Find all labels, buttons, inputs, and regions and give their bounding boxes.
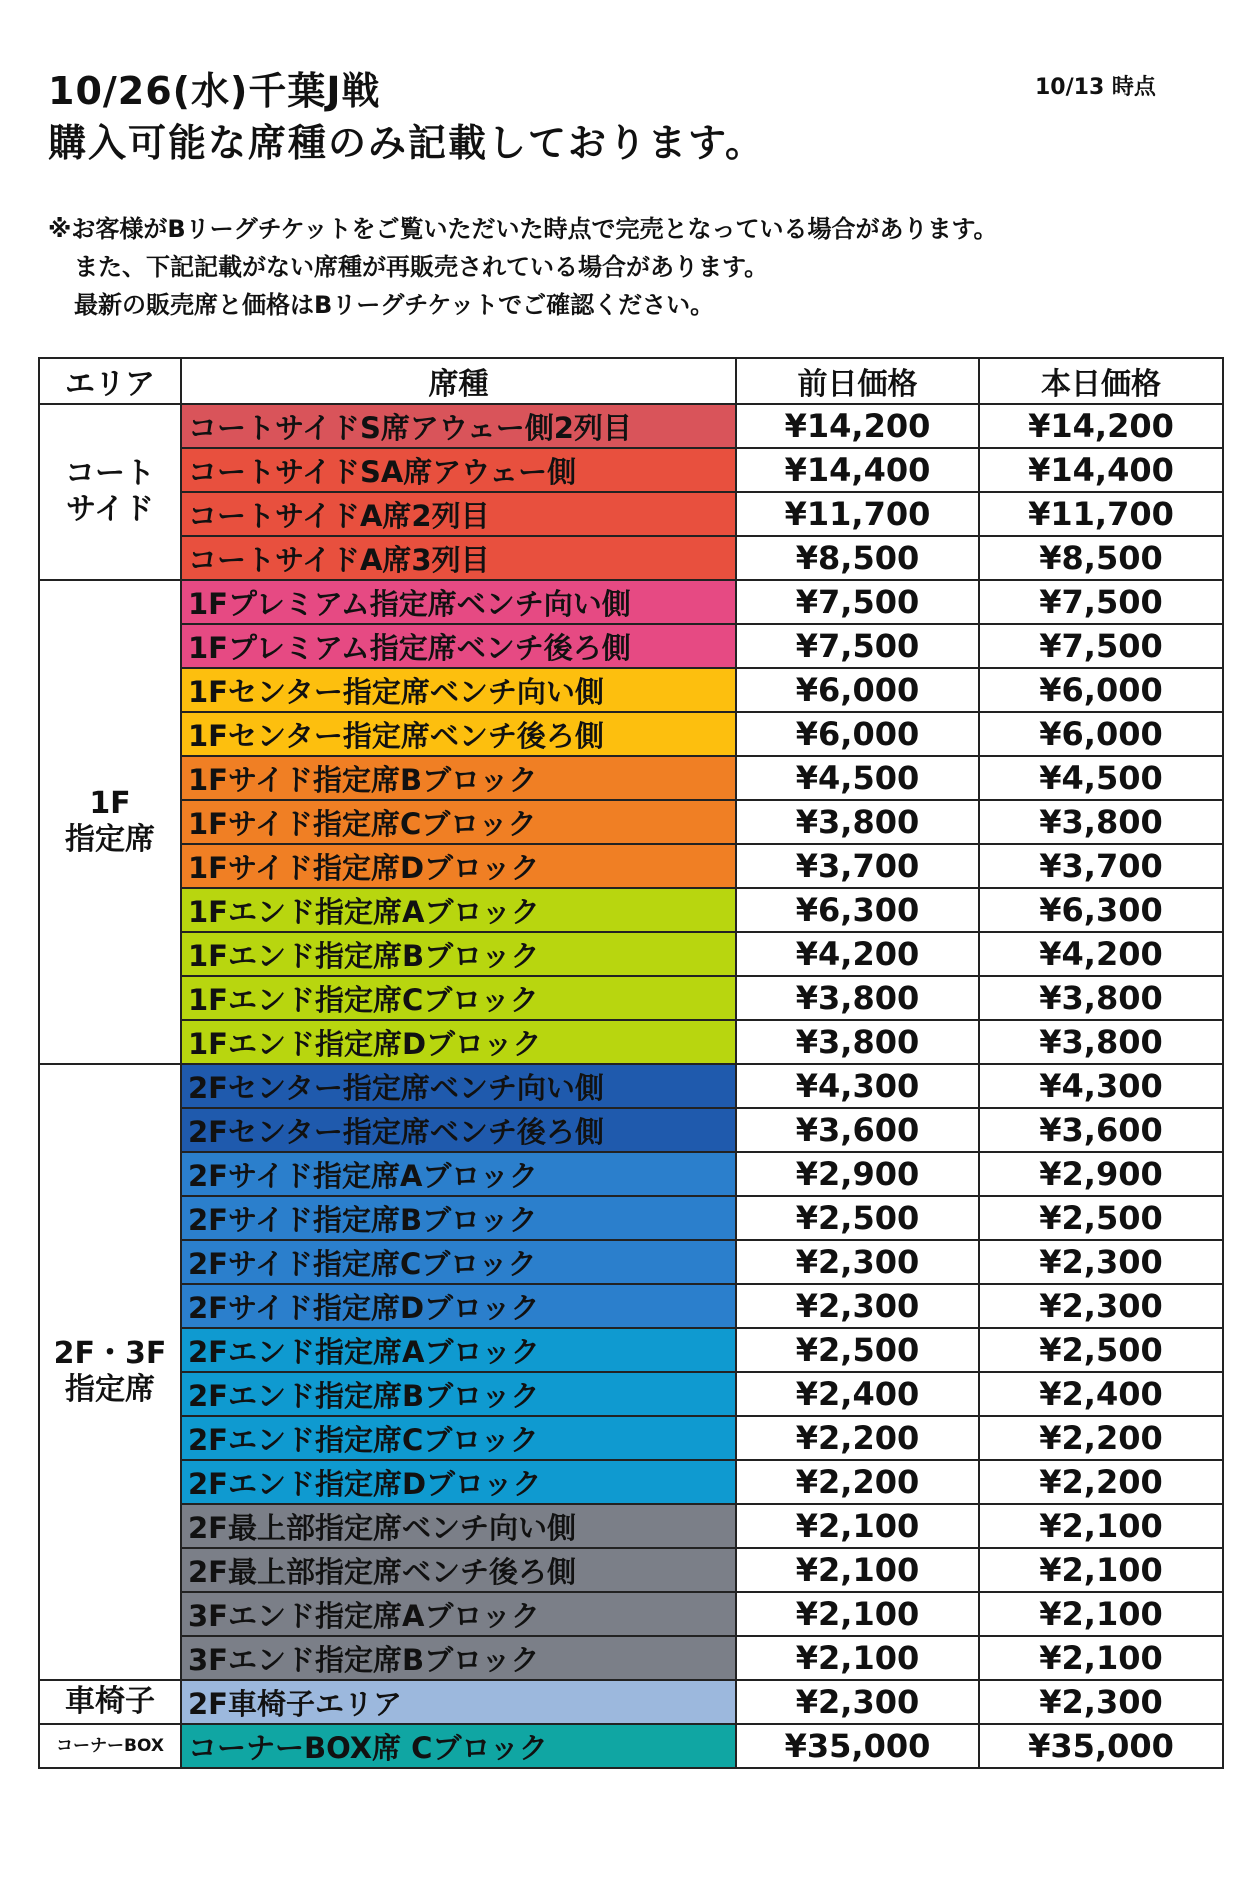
table-row [39, 668, 1223, 712]
seat-cell: 1Fプレミアム指定席ベンチ向い側 [181, 580, 736, 624]
today-price-cell: ¥2,100 [979, 1548, 1223, 1592]
today-price-cell: ¥35,000 [979, 1724, 1223, 1768]
area-cell: 1F 指定席 [39, 580, 181, 1064]
table-body [39, 404, 1223, 1768]
today-price-cell: ¥2,900 [979, 1152, 1223, 1196]
seat-cell: コートサイドA席3列目 [181, 536, 736, 580]
prev-price-cell: ¥6,300 [736, 888, 979, 932]
prev-price-cell: ¥2,500 [736, 1328, 979, 1372]
table-row [39, 624, 1223, 668]
seat-cell: 2Fエンド指定席Dブロック [181, 1460, 736, 1504]
area-cell: 車椅子 [39, 1680, 181, 1724]
seat-cell: 3Fエンド指定席Aブロック [181, 1592, 736, 1636]
today-price-cell: ¥3,600 [979, 1108, 1223, 1152]
seat-cell: 2Fセンター指定席ベンチ後ろ側 [181, 1108, 736, 1152]
area-cell: 2F・3F 指定席 [39, 1064, 181, 1680]
today-price-cell: ¥2,200 [979, 1460, 1223, 1504]
prev-price-cell: ¥4,300 [736, 1064, 979, 1108]
today-price-cell: ¥2,100 [979, 1592, 1223, 1636]
table-row [39, 1592, 1223, 1636]
today-price-cell: ¥6,300 [979, 888, 1223, 932]
prev-price-cell: ¥4,500 [736, 756, 979, 800]
table-row [39, 1152, 1223, 1196]
seat-cell: 1Fサイド指定席Cブロック [181, 800, 736, 844]
table-row [39, 712, 1223, 756]
table-row [39, 1504, 1223, 1548]
today-price-cell: ¥2,300 [979, 1284, 1223, 1328]
title-subtitle: 購入可能な席種のみ記載しております。 [48, 121, 765, 165]
table-row [39, 1636, 1223, 1680]
table-row [39, 1328, 1223, 1372]
today-price-cell: ¥6,000 [979, 668, 1223, 712]
today-price-cell: ¥3,700 [979, 844, 1223, 888]
prev-price-cell: ¥8,500 [736, 536, 979, 580]
prev-price-cell: ¥3,800 [736, 976, 979, 1020]
prev-price-cell: ¥7,500 [736, 624, 979, 668]
today-price-cell: ¥2,300 [979, 1240, 1223, 1284]
table-row [39, 932, 1223, 976]
header-area: エリア [39, 358, 181, 404]
table-row [39, 404, 1223, 448]
today-price-cell: ¥2,500 [979, 1196, 1223, 1240]
prev-price-cell: ¥2,900 [736, 1152, 979, 1196]
table-row [39, 844, 1223, 888]
table-row [39, 492, 1223, 536]
today-price-cell: ¥14,400 [979, 448, 1223, 492]
seat-cell: 3Fエンド指定席Bブロック [181, 1636, 736, 1680]
seat-cell: 1Fエンド指定席Aブロック [181, 888, 736, 932]
today-price-cell: ¥7,500 [979, 580, 1223, 624]
prev-price-cell: ¥3,700 [736, 844, 979, 888]
today-price-cell: ¥4,300 [979, 1064, 1223, 1108]
prev-price-cell: ¥7,500 [736, 580, 979, 624]
table-row [39, 1416, 1223, 1460]
title-event: 10/26(水)千葉J戦 [48, 69, 381, 113]
table-row [39, 800, 1223, 844]
today-price-cell: ¥2,300 [979, 1680, 1223, 1724]
today-price-cell: ¥11,700 [979, 492, 1223, 536]
table-row [39, 976, 1223, 1020]
prev-price-cell: ¥3,800 [736, 1020, 979, 1064]
today-price-cell: ¥2,100 [979, 1504, 1223, 1548]
prev-price-cell: ¥2,500 [736, 1196, 979, 1240]
today-price-cell: ¥2,400 [979, 1372, 1223, 1416]
seat-cell: 1Fエンド指定席Dブロック [181, 1020, 736, 1064]
table-row [39, 1064, 1223, 1108]
table-row [39, 1284, 1223, 1328]
today-price-cell: ¥6,000 [979, 712, 1223, 756]
header-seat: 席種 [181, 358, 736, 404]
today-price-cell: ¥2,200 [979, 1416, 1223, 1460]
table-row [39, 1240, 1223, 1284]
prev-price-cell: ¥2,100 [736, 1504, 979, 1548]
today-price-cell: ¥2,100 [979, 1636, 1223, 1680]
seat-cell: 1Fプレミアム指定席ベンチ後ろ側 [181, 624, 736, 668]
table-row [39, 1020, 1223, 1064]
seat-cell: 2Fサイド指定席Aブロック [181, 1152, 736, 1196]
table-header-row [39, 358, 1223, 404]
seat-cell: 1Fサイド指定席Bブロック [181, 756, 736, 800]
table-row [39, 1108, 1223, 1152]
seat-cell: コートサイドS席アウェー側2列目 [181, 404, 736, 448]
seat-cell: 1Fエンド指定席Cブロック [181, 976, 736, 1020]
today-price-cell: ¥7,500 [979, 624, 1223, 668]
seat-cell: 2Fエンド指定席Bブロック [181, 1372, 736, 1416]
seat-cell: 1Fエンド指定席Bブロック [181, 932, 736, 976]
prev-price-cell: ¥14,200 [736, 404, 979, 448]
area-cell: コーナーBOX [39, 1724, 181, 1768]
today-price-cell: ¥3,800 [979, 800, 1223, 844]
table-row [39, 448, 1223, 492]
prev-price-cell: ¥2,300 [736, 1680, 979, 1724]
seat-cell: 2Fサイド指定席Bブロック [181, 1196, 736, 1240]
today-price-cell: ¥3,800 [979, 976, 1223, 1020]
seat-cell: コートサイドA席2列目 [181, 492, 736, 536]
table-row [39, 580, 1223, 624]
prev-price-cell: ¥2,400 [736, 1372, 979, 1416]
seat-cell: コートサイドSA席アウェー側 [181, 448, 736, 492]
prev-price-cell: ¥2,300 [736, 1240, 979, 1284]
prev-price-cell: ¥2,300 [736, 1284, 979, 1328]
seat-cell: 2Fサイド指定席Cブロック [181, 1240, 736, 1284]
seat-cell: 1Fサイド指定席Dブロック [181, 844, 736, 888]
prev-price-cell: ¥2,200 [736, 1460, 979, 1504]
prev-price-cell: ¥3,600 [736, 1108, 979, 1152]
today-price-cell: ¥8,500 [979, 536, 1223, 580]
table-row [39, 888, 1223, 932]
seat-cell: 2Fエンド指定席Aブロック [181, 1328, 736, 1372]
today-price-cell: ¥3,800 [979, 1020, 1223, 1064]
seat-cell: 2Fエンド指定席Cブロック [181, 1416, 736, 1460]
prev-price-cell: ¥2,100 [736, 1636, 979, 1680]
table-row [39, 1548, 1223, 1592]
today-price-cell: ¥4,200 [979, 932, 1223, 976]
prev-price-cell: ¥6,000 [736, 712, 979, 756]
prev-price-cell: ¥3,800 [736, 800, 979, 844]
seat-cell: 2F最上部指定席ベンチ向い側 [181, 1504, 736, 1548]
table-row [39, 756, 1223, 800]
prev-price-cell: ¥14,400 [736, 448, 979, 492]
area-cell: コート サイド [39, 404, 181, 580]
note-line: また、下記記載がない席種が再販売されている場合があります。 [74, 253, 769, 281]
seat-cell: コーナーBOX席 Cブロック [181, 1724, 736, 1768]
today-price-cell: ¥2,500 [979, 1328, 1223, 1372]
table-row [39, 536, 1223, 580]
prev-price-cell: ¥2,100 [736, 1592, 979, 1636]
note-line: ※お客様がBリーグチケットをご覧いただいた時点で完売となっている場合があります。 [48, 215, 998, 243]
table-row [39, 1460, 1223, 1504]
table-row [39, 1680, 1223, 1724]
prev-price-cell: ¥6,000 [736, 668, 979, 712]
header-today-price: 本日価格 [979, 358, 1223, 404]
today-price-cell: ¥4,500 [979, 756, 1223, 800]
prev-price-cell: ¥11,700 [736, 492, 979, 536]
header-prev-price: 前日価格 [736, 358, 979, 404]
prev-price-cell: ¥2,100 [736, 1548, 979, 1592]
note-line: 最新の販売席と価格はBリーグチケットでご確認ください。 [74, 291, 715, 319]
prev-price-cell: ¥35,000 [736, 1724, 979, 1768]
seat-cell: 1Fセンター指定席ベンチ向い側 [181, 668, 736, 712]
seat-cell: 2Fセンター指定席ベンチ向い側 [181, 1064, 736, 1108]
prev-price-cell: ¥4,200 [736, 932, 979, 976]
table-row [39, 1196, 1223, 1240]
as-of-date: 10/13 時点 [1035, 75, 1156, 100]
seat-cell: 2F最上部指定席ベンチ後ろ側 [181, 1548, 736, 1592]
price-table [38, 357, 1224, 1769]
seat-cell: 2F車椅子エリア [181, 1680, 736, 1724]
prev-price-cell: ¥2,200 [736, 1416, 979, 1460]
today-price-cell: ¥14,200 [979, 404, 1223, 448]
table-row [39, 1372, 1223, 1416]
notes [48, 210, 998, 324]
table-row [39, 1724, 1223, 1768]
seat-cell: 1Fセンター指定席ベンチ後ろ側 [181, 712, 736, 756]
seat-cell: 2Fサイド指定席Dブロック [181, 1284, 736, 1328]
